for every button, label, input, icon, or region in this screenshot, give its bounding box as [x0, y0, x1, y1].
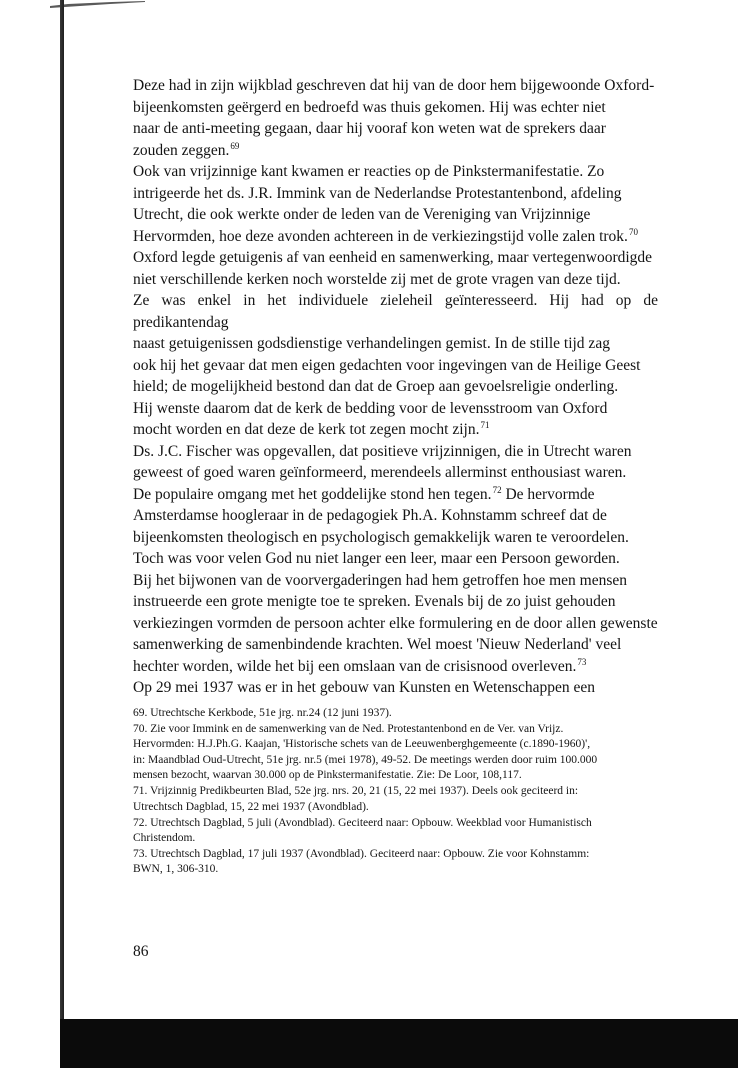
footnote-ref-73[interactable]: 73 [577, 656, 587, 667]
footnotes [133, 706, 658, 878]
paragraph-1: Deze had in zijn wijkblad geschreven dat hij van de door hem bijgewoonde Oxford- bijeenkomsten geërgerd en bedroefd was thuis gekomen. Hij was echter niet naar de anti-meeting gegaan, daar hij vooraf kon weten wat de sprekers daar zouden zeggen.$^{69}$ [133, 77, 655, 159]
body-text [133, 75, 658, 699]
footnote-ref-72[interactable]: 72 [492, 484, 502, 495]
paragraph-5: Op 29 mei 1937 was er in het gebouw van Kunsten en Wetenschappen een [133, 679, 596, 696]
footnote-ref-70[interactable]: 70 [628, 226, 638, 237]
paragraph-2: Ook van vrijzinnige kant kwamen er reacties op de Pinkstermanifestatie. Zo intrigeerde het ds. J.R. Immink van de Nederlandse Protestantenbond, afdeling Utrecht, die ook werkte onder de leden van de Vereniging van Vrijzinnige Hervormden, hoe deze avonden achtereen in de verkiezingstijd volle zalen trok.$^{70}$ [133, 163, 638, 245]
scan-left-edge [60, 0, 64, 1068]
footnote-70: 70. Zie voor Immink en de samenwerking van de Ned. Protestantenbond en de Ver. van Vrijz. Hervormden: H.J.Ph.G. Kaajan, 'Historische schets van de Leeuwenberghgemeente (c.1890-1960)', in: Maandblad Oud-Utrecht, 51e jrg. nr.5 (mei 1978), 49-52. De meetings werden door ruim 100.000 mensen bezocht, waarvan 30.000 op de Pinkstermanifestatie. Zie: De Loor, 108,117. [133, 723, 598, 782]
footnote-73: 73. Utrechtsch Dagblad, 17 juli 1937 (Avondblad). Geciteerd naar: Opbouw. Zie voor Kohnstamm: BWN, 1, 306-310. [133, 848, 590, 876]
footnote-69: 69. Utrechtsche Kerkbode, 51e jrg. nr.24 (12 juni 1937). [133, 707, 392, 719]
footnote-72: 72. Utrechtsch Dagblad, 5 juli (Avondblad). Geciteerd naar: Opbouw. Weekblad voor Humanistisch Christendom. [133, 816, 592, 845]
scan-artifact-mark [50, 0, 145, 8]
page-number: 86 [133, 943, 149, 960]
paragraph-3: Oxford legde getuigenis af van eenheid en samenwerking, maar vertegenwoordigde niet verschillende kerken noch worstelde zij met de grote vragen van deze tijd. Ze was enkel in het individuele zieleheil geïnteresseerd. Hij had op de predikantendag naast getuigenissen godsdienstige verhandelingen gemist. In de stille tijd zag ook hij het gevaar dat men eigen gedachten voor ingevingen van de Heilige Geest hield; de mogelijkheid bestond dan dat de Groep aan gevoelsreligie onderling. Hij wenste daarom dat de kerk de bedding voor de levensstroom van Oxford mocht worden en dat deze de kerk tot zegen mocht zijn.$^{71}$ [133, 249, 658, 438]
footnote-71: 71. Vrijzinnig Predikbeurten Blad, 52e jrg. nrs. 20, 21 (15, 22 mei 1937). Deels ook geciteerd in: Utrechtsch Dagblad, 15, 22 mei 1937 (Avondblad). [133, 785, 579, 813]
scan-bottom-border [60, 1019, 738, 1068]
footnote-ref-69[interactable]: 69 [230, 140, 240, 151]
footnote-ref-71[interactable]: 71 [480, 420, 490, 430]
paragraph-4: Ds. J.C. Fischer was opgevallen, dat positieve vrijzinnigen, die in Utrecht waren geweest of goed waren geïnformeerd, merendeels allerminst enthousiast waren. De populaire omgang met het goddelijke stond hen tegen.$^{72}$ De hervormde Amsterdamse hoogleraar in de pedagogiek Ph.A. Kohnstamm schreef dat de bijeenkomsten theologisch en psychologisch gemakkelijk waren te veroordelen. Toch was voor velen God nu niet langer een leer, maar een Persoon geworden. Bij het bijwonen van de voorvergaderingen had hem getroffen hoe men mensen instrueerde een grote menigte toe te spreken. Evenals bij de zo juist gehouden verkiezingen vormden de persoon achter elke formulering en de door allen gewenste samenwerking de samenbindende krachten. Wel moest 'Nieuw Nederland' veel hechter worden, wilde het bij een omslaan van de crisisnood overleven.$^{73}$ [133, 442, 658, 675]
